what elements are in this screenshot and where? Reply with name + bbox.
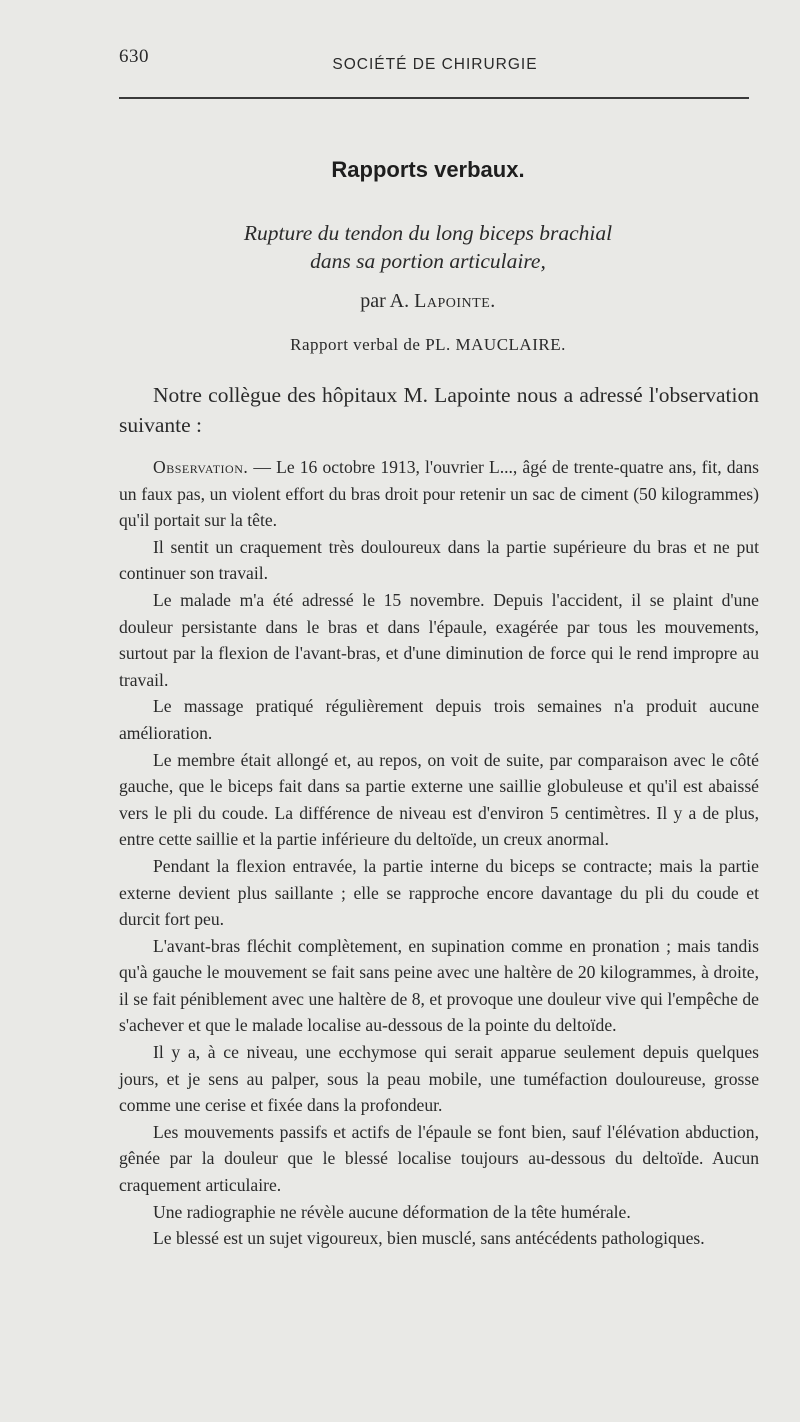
article-title-line-1: Rupture du tendon du long biceps brachial xyxy=(243,221,613,245)
paragraph: Il sentit un craquement très douloureux dans la partie supérieure du bras et ne put continuer son travail. xyxy=(119,536,759,584)
article-title xyxy=(0,219,800,275)
paragraph: Une radiographie ne révèle aucune déformation de la tête humérale. xyxy=(153,1201,631,1222)
paragraph: L'avant-bras fléchit complètement, en supination comme en pronation ; mais tandis qu'à gauche le mouvement se fait sans peine avec une haltère de 20 kilogrammes, à droite, il se fait péniblement avec une haltère de 8, et provoque une douleur vive qui l'empêche de s'achever et que le malade localise au-dessous de la pointe du deltoïde. xyxy=(119,935,759,1036)
paragraph: Observation. — Le 16 octobre 1913, l'ouvrier L..., âgé de trente-quatre ans, fit, dans un faux pas, un violent effort du bras droit pour retenir un sac de ciment (50 kilogrammes) qu'il portait sur la tête. xyxy=(119,457,759,531)
author-line xyxy=(0,290,800,313)
paragraph: Le malade m'a été adressé le 15 novembre. Depuis l'accident, il se plaint d'une douleur persistante dans le bras et dans l'épaule, exagérée par tous les mouvements, surtout par la flexion de l'avant-bras, et d'une diminution de force qui le rend impropre au travail. xyxy=(119,589,759,690)
paragraph: Les mouvements passifs et actifs de l'épaule se font bien, sauf l'élévation abduction, gênée par la douleur que le blessé localise toujours au-dessous du deltoïde. Aucun craquement articulaire. xyxy=(119,1121,759,1196)
running-title: SOCIÉTÉ DE CHIRURGIE xyxy=(332,56,538,73)
author-name: Lapointe. xyxy=(414,290,496,312)
paragraph: Pendant la flexion entravée, la partie interne du biceps se contracte; mais la partie externe devient plus saillante ; elle se rapproche encore davantage du pli du coude et durcit fort peu. xyxy=(119,855,759,930)
observation-lead: Observation. xyxy=(153,457,249,477)
section-title: Rapports verbaux. xyxy=(331,157,525,182)
paragraph: Il y a, à ce niveau, une ecchymose qui serait apparue seulement depuis quelques jours, et je sens au palper, sous la peau mobile, une tuméfaction douloureuse, grosse comme une cerise et fixée dans la profondeur. xyxy=(119,1042,759,1116)
reporter-line: Rapport verbal de PL. MAUCLAIRE. xyxy=(290,335,566,354)
paragraph: Le massage pratiqué régulièrement depuis trois semaines n'a produit aucune amélioration. xyxy=(119,696,759,743)
intro-paragraph: Notre collègue des hôpitaux M. Lapointe nous a adressé l'observation suivante : xyxy=(119,383,759,437)
paragraph: Le blessé est un sujet vigoureux, bien musclé, sans antécédents pathologiques. xyxy=(153,1228,705,1249)
article-title-line-2: dans sa portion articulaire, xyxy=(310,249,546,273)
header-rule xyxy=(119,97,749,99)
author-prefix: par A. xyxy=(360,290,410,312)
page-number: 630 xyxy=(119,46,149,67)
paragraph: Le membre était allongé et, au repos, on voit de suite, par comparaison avec le côté gauche, que le biceps fait dans sa partie externe une saillie globuleuse et qu'il est abaissé vers le pli du coude. La différence de niveau est d'environ 5 centimètres. Il y a de plus, entre cette saillie et la partie inférieure du deltoïde, un creux anormal. xyxy=(119,749,759,850)
observation-body xyxy=(119,454,759,1252)
